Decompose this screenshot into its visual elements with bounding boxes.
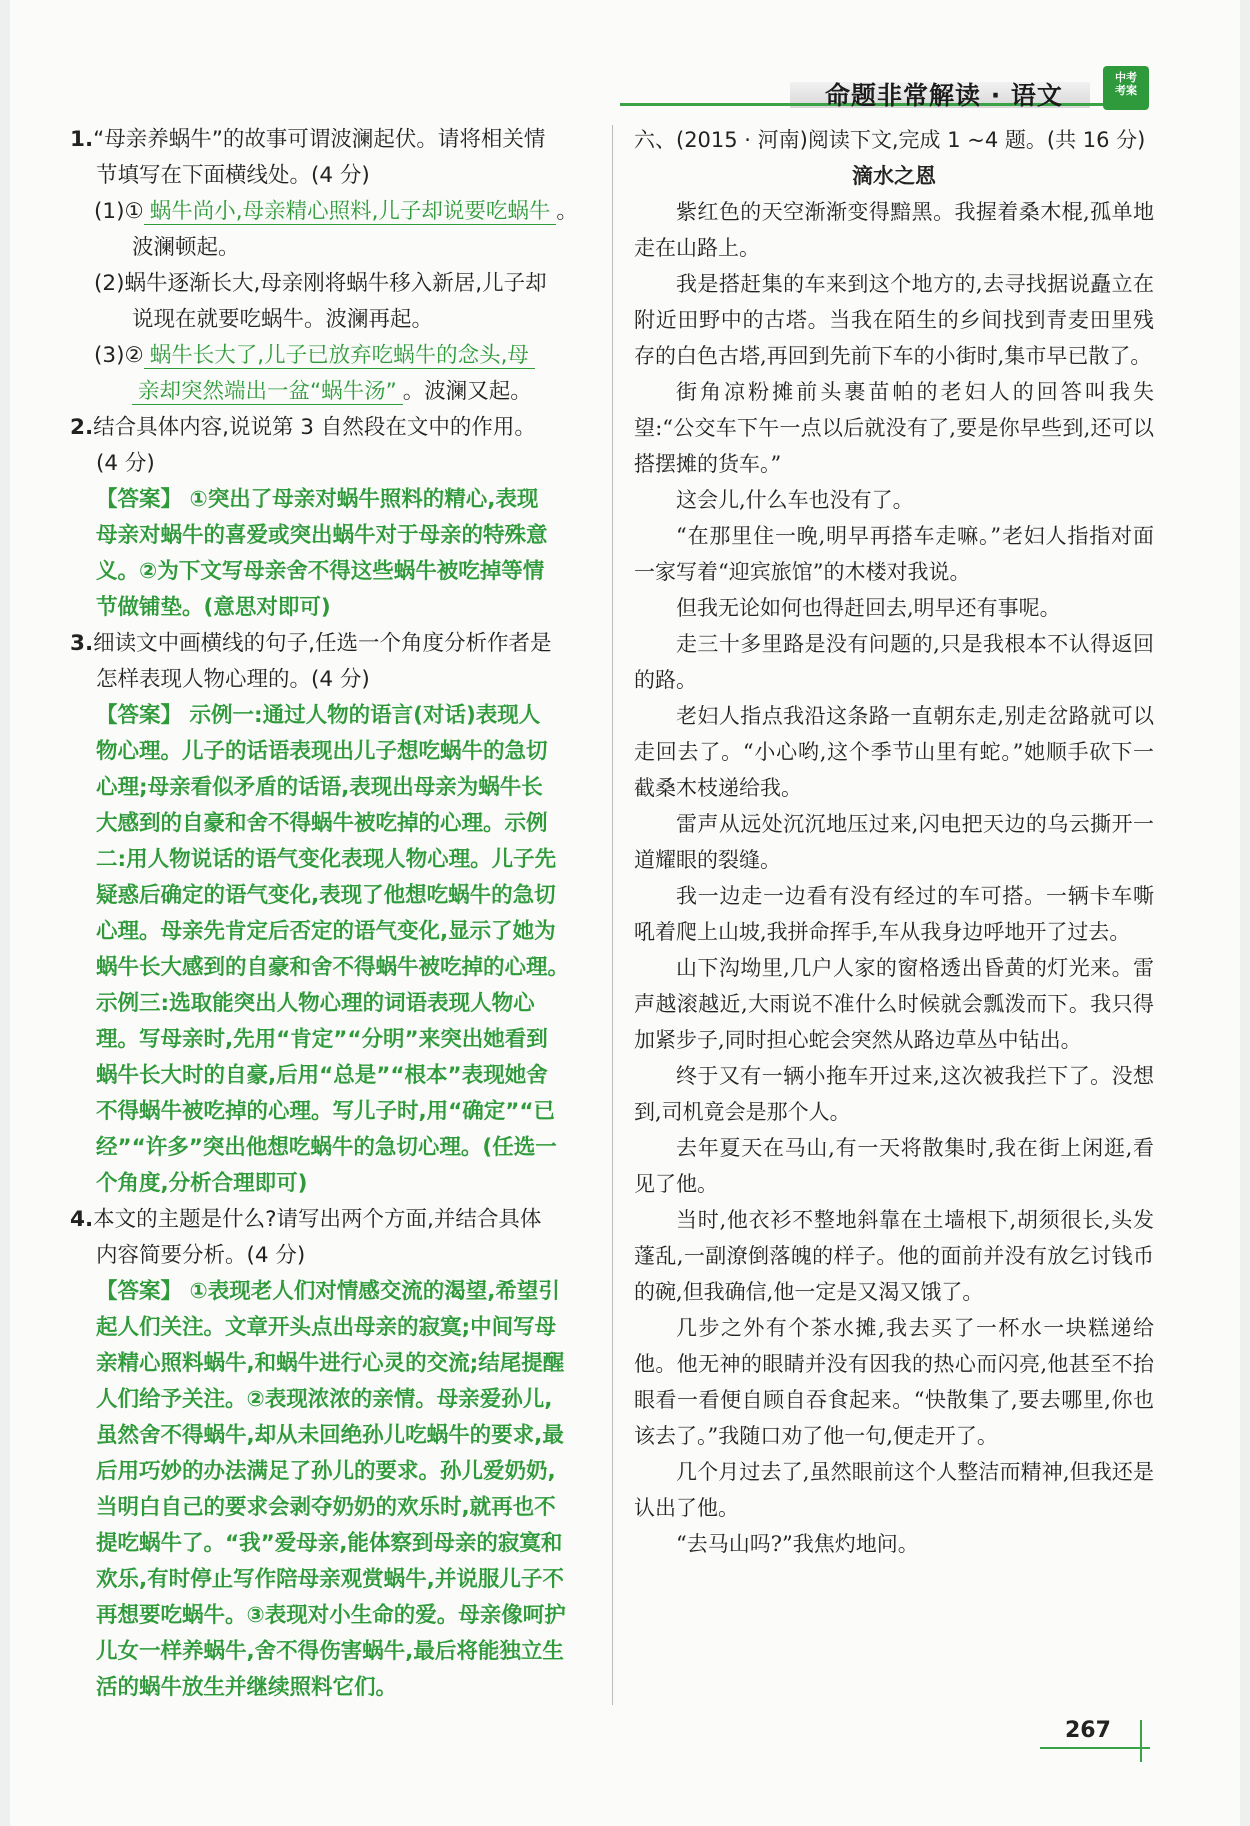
question-text: (4 分) [96,451,155,476]
punct: 。 [556,199,578,224]
answer-fill: 蜗牛长大了,儿子已放弃吃蜗牛的念头,母 [144,343,535,369]
answer-line: 后用巧妙的办法满足了孙儿的要求。孙儿爱奶奶, [96,1459,556,1484]
question-3 [70,626,592,1202]
paragraph: 但我无论如何也得赶回去,明早还有事呢。 [676,596,1061,620]
answer-line: 心理;母亲看似矛盾的话语,表现出母亲为蜗牛长 [96,775,543,800]
answer-line: 疑惑后确定的语气变化,表现了他想吃蜗牛的急切 [96,883,556,908]
sub-text: 。波澜又起。 [402,379,532,404]
paragraph: 几步之外有个茶水摊,我去买了一杯水一块糕递给他。他无神的眼睛并没有因我的热心而闪亮,他甚至不抬眼看一看便自顾自吞食起来。“快散集了,要去哪里,你也该去了。”我随口劝了他一句,便走开了。 [634,1316,1154,1448]
paragraph: 山下沟坳里,几户人家的窗格透出昏黄的灯光来。雷声越滚越近,大雨说不准什么时候就会瓢泼而下。我只得加紧步子,同时担心蛇会突然从路边草丛中钻出。 [634,956,1154,1052]
answer-line: 心理。母亲先肯定后否定的语气变化,显示了她为 [96,919,556,944]
question-number: 4. [70,1207,94,1232]
answer-fill: 亲却突然端出一盆“蜗牛汤” [132,379,403,405]
paragraph: “在那里住一晚,明早再搭车走嘛。”老妇人指指对面一家写着“迎宾旅馆”的木楼对我说。 [634,524,1154,584]
paragraph: 走三十多里路是没有问题的,只是我根本不认得返回的路。 [634,632,1154,692]
answer-line: 活的蜗牛放生并继续照料它们。 [96,1675,398,1700]
answer-line: ①表现老人们对情感交流的渴望,希望引 [189,1279,560,1304]
question-number: 2. [70,415,94,440]
question-text: 细读文中画横线的句子,任选一个角度分析作者是 [93,631,552,656]
answer-line: 节做铺垫。(意思对即可) [96,595,331,620]
answer-line: 虽然舍不得蜗牛,却从未回绝孙儿吃蜗牛的要求,最 [96,1423,564,1448]
answer-line: 大感到的自豪和舍不得蜗牛被吃掉的心理。示例 [96,811,548,836]
answer-line: 示例一:通过人物的语言(对话)表现人 [189,703,541,728]
answer-line: 经”“许多”突出他想吃蜗牛的急切心理。(任选一 [96,1135,557,1160]
paragraph: 当时,他衣衫不整地斜靠在土墙根下,胡须很长,头发蓬乱,一副潦倒落魄的样子。他的面前并没有放乞讨钱币的碗,但我确信,他一定是又渴又饿了。 [634,1208,1154,1304]
answer-line: 当明白自己的要求会剥夺奶奶的欢乐时,就再也不 [96,1495,556,1520]
answer-line: 理。写母亲时,先用“肯定”“分明”来突出她看到 [96,1027,548,1052]
column-divider [612,125,613,1705]
left-column [70,122,592,1706]
paragraph: 我是搭赶集的车来到这个地方的,去寻找据说矗立在附近田野中的古塔。当我在陌生的乡间找到青麦田里残存的白色古塔,再回到先前下车的小街时,集市早已散了。 [634,272,1154,368]
answer-line: 提吃蜗牛了。“我”爱母亲,能体察到母亲的寂寞和 [96,1531,563,1556]
answer-line: 儿女一样养蜗牛,舍不得伤害蜗牛,最后将能独立生 [96,1639,564,1664]
answer-label: 【答案】 [96,1279,183,1304]
question-text: 结合具体内容,说说第 3 自然段在文中的作用。 [93,415,536,440]
sub-text: 波澜顿起。 [132,235,240,260]
question-text: “母亲养蜗牛”的故事可谓波澜起伏。请将相关情 [93,127,546,152]
paragraph: 这会儿,什么车也没有了。 [676,488,914,512]
question-number: 1. [70,127,94,152]
question-text: 节填写在下面横线处。(4 分) [96,163,370,188]
answer-fill: 蜗牛尚小,母亲精心照料,儿子却说要吃蜗牛 [144,199,557,225]
answer-line: 个角度,分析合理即可) [96,1171,308,1196]
paragraph: 雷声从远处沉沉地压过来,闪电把天边的乌云撕开一道耀眼的裂缝。 [634,812,1154,872]
paragraph: 几个月过去了,虽然眼前这个人整洁而精神,但我还是认出了他。 [634,1460,1154,1520]
page-number: 267 [1065,1718,1111,1743]
question-2 [70,410,592,626]
answer-line: 人们给予关注。②表现浓浓的亲情。母亲爱孙儿, [96,1387,553,1412]
sub-text: (2)蜗牛逐渐长大,母亲刚将蜗牛移入新居,儿子却 [94,271,547,296]
answer-label: 【答案】 [96,487,183,512]
sub-label: (1)① [94,199,144,224]
section-heading: 六、(2015 · 河南)阅读下文,完成 1 ~4 题。(共 16 分) [634,128,1146,152]
paragraph: 我一边走一边看有没有经过的车可搭。一辆卡车嘶吼着爬上山坡,我拼命挥手,车从我身边呼地开了过去。 [634,884,1154,944]
page-number-tick [1140,1720,1142,1762]
reading-passage [634,122,1154,1562]
paragraph: 去年夏天在马山,有一天将散集时,我在街上闲逛,看见了他。 [634,1136,1154,1196]
answer-line: 蜗牛长大时的自豪,后用“总是”“根本”表现她舍 [96,1063,548,1088]
question-4 [70,1202,592,1706]
answer-line: 示例三:选取能突出人物心理的词语表现人物心 [96,991,535,1016]
paragraph: 街角凉粉摊前头裹苗帕的老妇人的回答叫我失望:“公交车下午一点以后就没有了,要是你早些到,还可以搭摆摊的货车。” [634,380,1154,476]
publisher-logo-icon: 中考 考案 [1103,66,1149,110]
answer-label: 【答案】 [96,703,183,728]
paragraph: 终于又有一辆小拖车开过来,这次被我拦下了。没想到,司机竟会是那个人。 [634,1064,1154,1124]
passage-title: 滴水之恩 [852,164,936,188]
answer-line: 欢乐,有时停止写作陪母亲观赏蜗牛,并说服儿子不 [96,1567,564,1592]
sub-label: (3)② [94,343,144,368]
answer-line: 不得蜗牛被吃掉的心理。写儿子时,用“确定”“已 [96,1099,556,1124]
question-text: 怎样表现人物心理的。(4 分) [96,667,370,692]
running-header-title: 命题非常解读 · 语文 [825,81,1063,110]
paragraph: 紫红色的天空渐渐变得黯黑。我握着桑木棍,孤单地走在山路上。 [634,200,1154,260]
answer-line: 再想要吃蜗牛。③表现对小生命的爱。母亲像呵护 [96,1603,566,1628]
paragraph: 老妇人指点我沿这条路一直朝东走,别走岔路就可以走回去了。“小心哟,这个季节山里有蛇。”她顺手砍下一截桑木枝递给我。 [634,704,1154,800]
answer-line: 亲精心照料蜗牛,和蜗牛进行心灵的交流;结尾提醒 [96,1351,565,1376]
question-number: 3. [70,631,94,656]
sub-text: 说现在就要吃蜗牛。波澜再起。 [132,307,434,332]
question-text: 本文的主题是什么?请写出两个方面,并结合具体 [93,1207,542,1232]
answer-line: 蜗牛长大感到的自豪和舍不得蜗牛被吃掉的心理。 [96,955,570,980]
paragraph: “去马山吗?”我焦灼地问。 [676,1532,919,1556]
answer-line: ①突出了母亲对蜗牛照料的精心,表现 [189,487,539,512]
answer-line: 义。②为下文写母亲舍不得这些蜗牛被吃掉等情 [96,559,545,584]
page-number-rule [1040,1747,1150,1749]
answer-line: 物心理。儿子的话语表现出儿子想吃蜗牛的急切 [96,739,548,764]
question-1 [70,122,592,410]
answer-line: 母亲对蜗牛的喜爱或突出蜗牛对于母亲的特殊意 [96,523,548,548]
answer-line: 二:用人物说话的语气变化表现人物心理。儿子先 [96,847,557,872]
question-text: 内容简要分析。(4 分) [96,1243,306,1268]
answer-line: 起人们关注。文章开头点出母亲的寂寞;中间写母 [96,1315,557,1340]
